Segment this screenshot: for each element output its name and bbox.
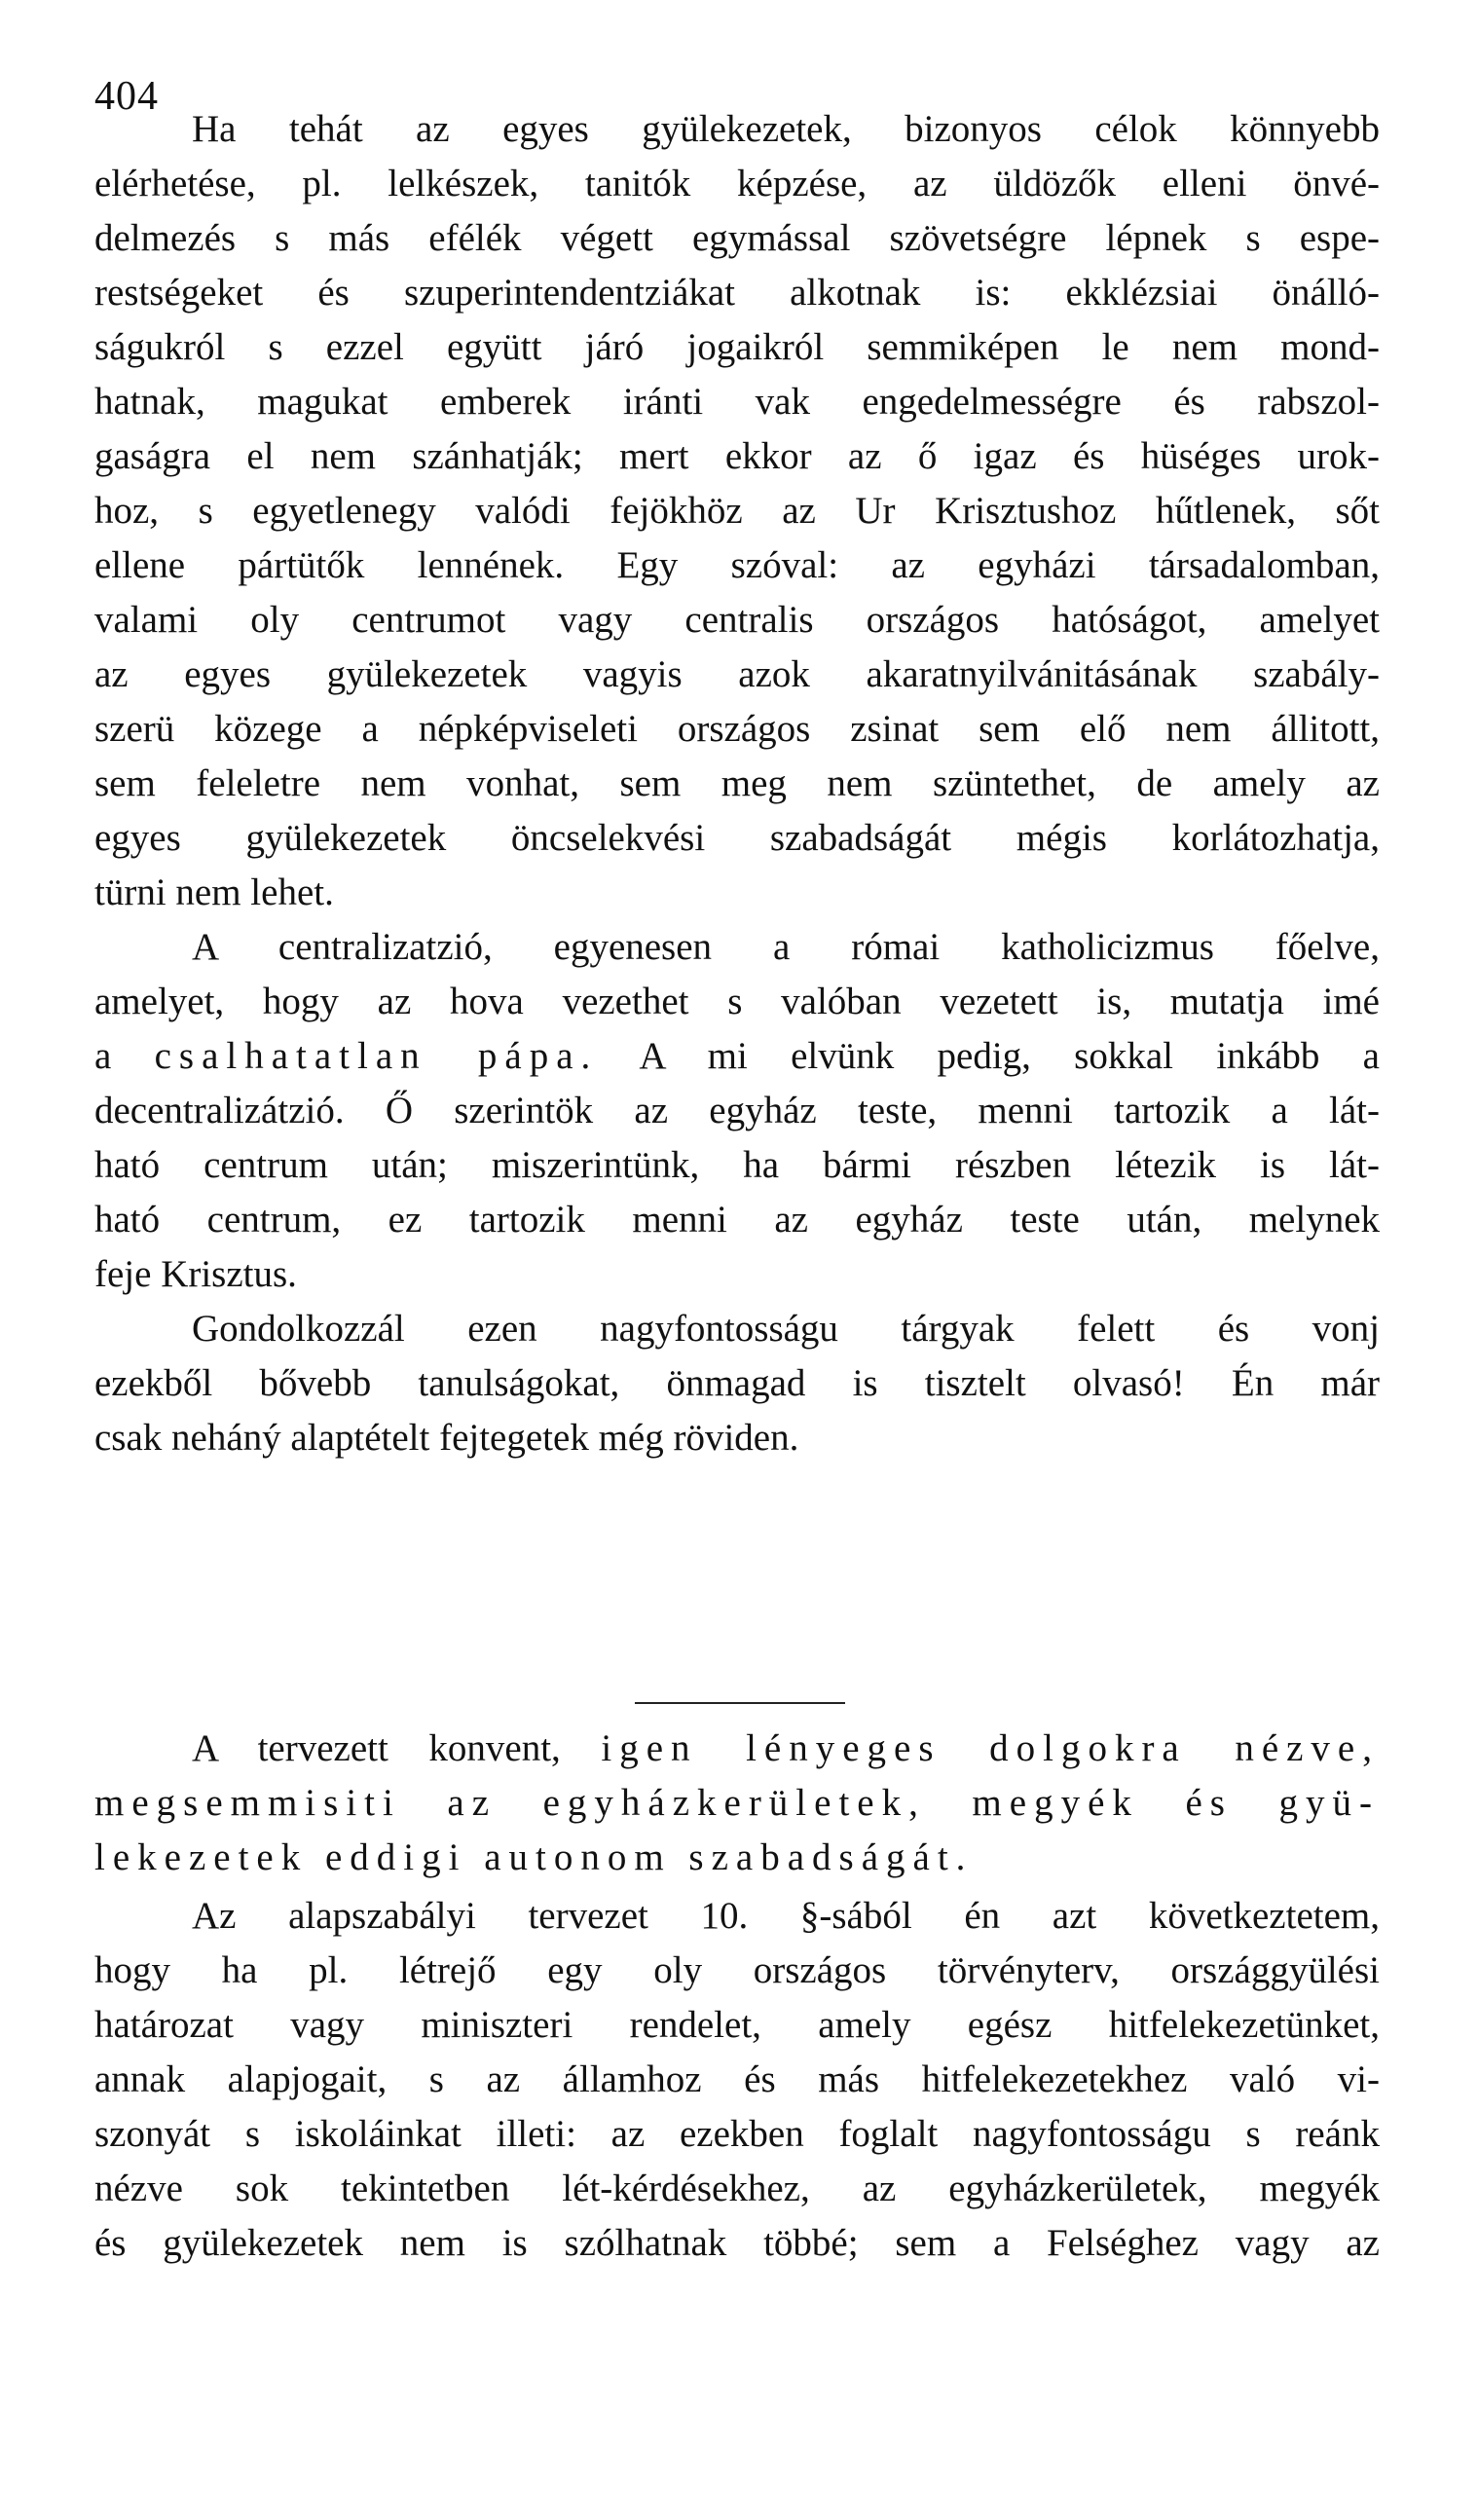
text-line: ellene pártütők lennének. Egy szóval: az egyházi társadalomban, (94, 544, 1380, 586)
text-line: egyes gyülekezetek öncselekvési szabadságát mégis korlátozhatja, (94, 817, 1380, 859)
text-line: hatnak, magukat emberek iránti vak engedelmességre és rabszol- (94, 381, 1380, 423)
text-line: türni nem lehet. (94, 871, 334, 913)
text-line: az egyes gyülekezetek vagyis azok akaratnyilvánitásának szabály- (94, 653, 1380, 695)
text-line: annak alapjogait, s az államhoz és más hitfelekezetekhez való vi- (94, 2058, 1380, 2100)
text-line: restségeket és szuperintendentziákat alkotnak is: ekklézsiai önálló- (94, 272, 1380, 314)
text-line: hoz, s egyetlenegy valódi fejökhöz az Ur Krisztushoz hűtlenek, sőt (94, 490, 1380, 532)
text-fragment: A tervezett konvent, (192, 1727, 561, 1769)
text-line (192, 1722, 1380, 1776)
emphasized-text: igen lényeges dolgokra nézve, (601, 1727, 1380, 1769)
text-line: Gondolkozzál ezen nagyfontosságu tárgyak felett és vonj (192, 1308, 1380, 1350)
text-line: szonyát s iskoláinkat illeti: az ezekben foglalt nagyfontosságu s reánk (94, 2113, 1380, 2155)
page-number: 404 (94, 74, 159, 119)
text-line: A centralizatzió, egyenesen a római katholicizmus főelve, (192, 926, 1380, 968)
text-line: határozat vagy miniszteri rendelet, amely egész hitfelekezetünket, (94, 2004, 1380, 2046)
text-line: decentralizátzió. Ő szerintök az egyház teste, menni tartozik a lát- (94, 1090, 1380, 1131)
emphasized-text-line: lekezetek eddigi autonom szabadságát. (94, 1836, 974, 1878)
emphasized-text-line: megsemmisiti az egyházkerületek, megyék és gyü- (94, 1782, 1380, 1824)
text-line: amelyet, hogy az hova vezethet s valóban vezetett is, mutatja imé (94, 981, 1380, 1022)
text-line: elérhetése, pl. lelkészek, tanitók képzése, az üldözők elleni önvé- (94, 163, 1380, 204)
text-line: feje Krisztus. (94, 1253, 297, 1295)
text-line: ható centrum, ez tartozik menni az egyház teste után, melynek (94, 1199, 1380, 1241)
text-fragment: A mi elvünk pedig, sokkal inkább a (639, 1035, 1380, 1077)
text-line: Az alapszabályi tervezet 10. §-sából én azt következtetem, (192, 1895, 1380, 1937)
text-line: hogy ha pl. létrejő egy oly országos törvényterv, országgyülési (94, 1949, 1380, 1991)
text-line: sem feleletre nem vonhat, sem meg nem szüntethet, de amely az (94, 762, 1380, 804)
text-line: delmezés s más efélék végett egymással szövetségre lépnek s espe- (94, 217, 1380, 259)
text-line: és gyülekezetek nem is szólhatnak többé; sem a Felséghez vagy az (94, 2222, 1380, 2264)
text-line: ható centrum után; miszerintünk, ha bármi részben létezik is lát- (94, 1144, 1380, 1186)
text-line (94, 1029, 1380, 1084)
text-line: Ha tehát az egyes gyülekezetek, bizonyos célok könnyebb (192, 108, 1380, 150)
text-line: csak neháný alaptételt fejtegetek még röviden. (94, 1417, 799, 1459)
text-line: valami oly centrumot vagy centralis országos hatóságot, amelyet (94, 599, 1380, 641)
emphasized-text: csalhatatlan pápa. (154, 1035, 599, 1077)
section-divider (635, 1702, 845, 1704)
text-fragment: a (94, 1035, 112, 1077)
text-line: szerü közege a népképviseleti országos zsinat sem elő nem állitott, (94, 708, 1380, 750)
text-line: gaságra el nem szánhatják; mert ekkor az ő igaz és hüséges urok- (94, 435, 1380, 477)
text-line: ezekből bővebb tanulságokat, önmagad is tisztelt olvasó! Én már (94, 1362, 1380, 1404)
text-line: ságukról s ezzel együtt járó jogaikról semmiképen le nem mond- (94, 326, 1380, 368)
text-line: nézve sok tekintetben lét-kérdésekhez, az egyházkerületek, megyék (94, 2168, 1380, 2209)
